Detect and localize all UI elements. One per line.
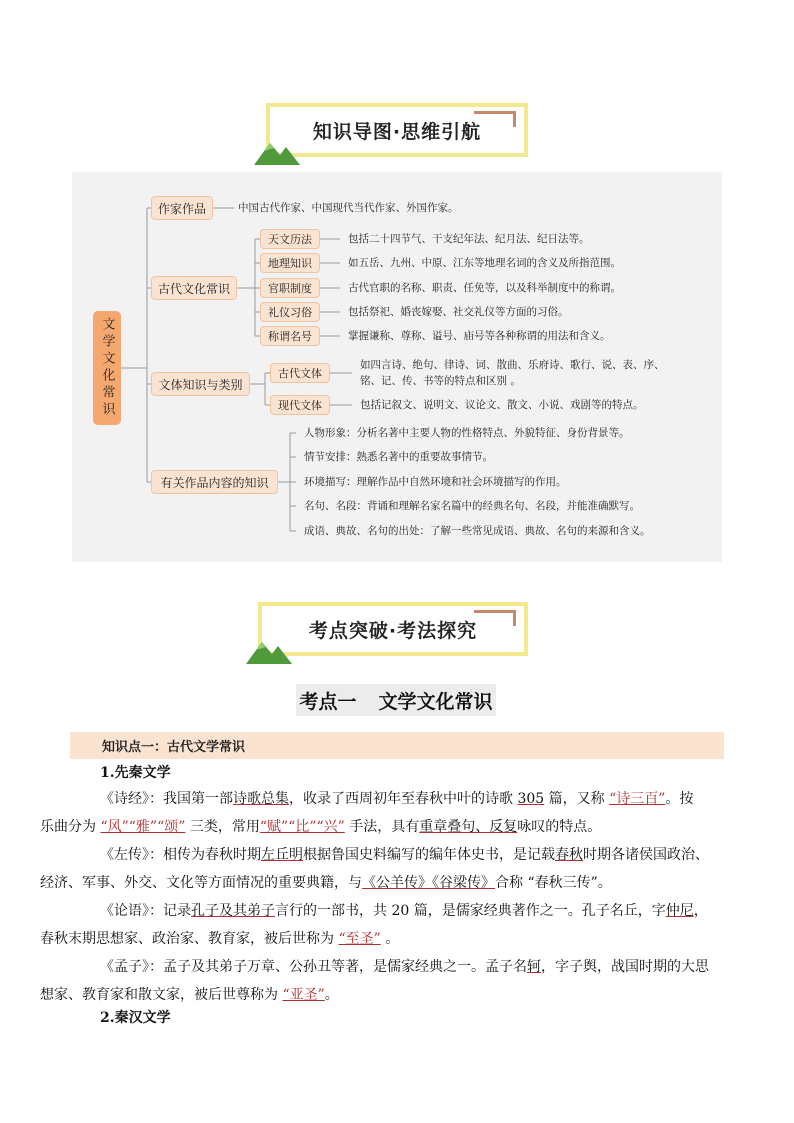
sub-titles (260, 326, 320, 346)
banner-title: 考点突破·考法探究 (308, 619, 478, 642)
branch-genres (151, 372, 250, 396)
banner-accent (513, 610, 516, 626)
leaf-text: 环境描写：理解作品中自然环境和社会环境描写的作用。 (304, 476, 567, 488)
branch-label: 有关作品内容的知识 (160, 475, 269, 490)
text: ， (693, 903, 708, 919)
subheading-pre-qin: 1.先秦文学 (100, 765, 171, 781)
text: 《诗经》：我国第一部 (100, 791, 233, 807)
underlined-term: “风”“雅”“颂” (100, 819, 186, 835)
branch-label: 古代文化常识 (157, 281, 230, 296)
text: 《左传》：相传为春秋时期 (100, 847, 261, 863)
branch-work-content (151, 470, 278, 494)
section-title (296, 684, 496, 716)
banner-exam-points (250, 602, 520, 664)
text: 乐曲分为 (40, 819, 101, 835)
leaf-text: 名句、名段：背诵和理解名家名篇中的经典名句、名段，并能准确默写。 (304, 500, 640, 512)
section-name: 文学文化常识 (378, 690, 493, 713)
underlined-term: 305 (517, 791, 545, 807)
text: 咏叹的特点。 (517, 819, 602, 835)
underlined-term: 诗歌总集 (233, 791, 289, 807)
leaf-text: 包括二十四节气、干支纪年法、纪月法、纪日法等。 (348, 233, 590, 245)
mountain-icon (252, 135, 302, 165)
text: 《论语》：记录 (100, 903, 191, 919)
text: ，收录了西周初年至春秋中叶的诗歌 (289, 791, 518, 807)
text: 三类，常用 (185, 819, 260, 835)
text: 想家、教育家和散文家，被后世尊称为 (40, 987, 283, 1003)
sub-label: 天文历法 (268, 233, 312, 246)
leaf-text: 古代官职的名称、职责、任免等，以及科举制度中的称谓。 (348, 282, 621, 294)
underlined-term: 《公羊传》《谷梁传》 (362, 875, 495, 891)
sub-astronomy (260, 229, 320, 249)
sub-label: 称谓名号 (268, 330, 312, 343)
text: 时期各诸侯国政治、 (583, 847, 709, 863)
banner-accent (474, 610, 514, 613)
mind-map (72, 172, 722, 562)
sub-modern-genre (270, 395, 330, 415)
banner-accent (474, 111, 514, 114)
text: 。按 (665, 791, 694, 807)
sub-customs (260, 302, 320, 322)
paragraph-shijing (40, 785, 724, 841)
text: 篇，又称 (544, 791, 610, 807)
mind-map-root (93, 311, 121, 425)
banner-accent (513, 111, 516, 127)
mountain-icon (244, 634, 294, 664)
leaf-text: 情节安排：熟悉名著中的重要故事情节。 (304, 451, 493, 463)
paragraph-zuozhuan (40, 841, 724, 897)
text: 。 (324, 987, 339, 1003)
text: 手法，具有 (344, 819, 420, 835)
branch-ancient-culture (151, 276, 237, 300)
sub-label: 现代文体 (278, 399, 322, 412)
sub-label: 地理知识 (268, 257, 312, 270)
sub-label: 古代文体 (278, 367, 322, 380)
leaf-text: 中国古代作家、中国现代当代作家、外国作家。 (238, 202, 459, 214)
text: 经济、军事、外交、文化等方面情况的重要典籍，与 (40, 875, 362, 891)
leaf-text: 如四言诗、绝句、律诗、词、散曲、乐府诗、歌行、说、表、序、 (360, 359, 665, 371)
leaf-text: 成语、典故、名句的出处：了解一些常见成语、典故、名句的来源和含义。 (304, 525, 651, 537)
branch-label: 作家作品 (157, 201, 206, 216)
text: 言行的一部书，共 20 篇，是儒家经典著作之一。孔子名丘，字 (275, 903, 666, 919)
subheading-qin-han: 2.秦汉文学 (100, 1010, 171, 1026)
branch-label: 文体知识与类别 (158, 377, 243, 392)
leaf-text: 包括记叙文、说明文、议论文、散文、小说、戏剧等的特点。 (360, 399, 644, 411)
underlined-term: “至圣” (338, 931, 381, 947)
underlined-term: 重章叠句、反复 (419, 819, 518, 835)
sub-label: 官职制度 (268, 282, 312, 295)
underlined-term: 仲尼 (665, 903, 694, 919)
text: ，字子舆，战国时期的大思 (541, 959, 709, 975)
underlined-term: “亚圣” (282, 987, 325, 1003)
branch-author-works (151, 196, 213, 220)
knowledge-point-label: 知识点一：古代文学常识 (102, 740, 246, 755)
leaf-text: 铭、记、传、书等的特点和区别 。 (360, 375, 521, 387)
section-number: 考点一 (299, 690, 357, 713)
text: 根据鲁国史料编写的编年体史书，是记载 (303, 847, 555, 863)
leaf-text: 掌握谦称、尊称、谥号、庙号等各种称谓的用法和含义。 (348, 330, 611, 342)
underlined-term: 左丘明 (261, 847, 303, 863)
sub-officials (260, 278, 320, 298)
text: 。 (380, 931, 400, 947)
knowledge-point-bar (70, 732, 724, 759)
leaf-text: 包括祭祀、婚丧嫁娶、社交礼仪等方面的习俗。 (348, 306, 569, 318)
paragraph-mengzi (40, 953, 724, 1009)
sub-label: 礼仪习俗 (268, 306, 312, 319)
underlined-term: “赋”“比”“兴” (259, 819, 345, 835)
text: 合称 “春秋三传”。 (495, 875, 612, 891)
underlined-term: 孔子及其弟子 (191, 903, 275, 919)
banner-title: 知识导图·思维引航 (312, 120, 482, 143)
underlined-term: 轲 (527, 959, 541, 975)
sub-geography (260, 253, 320, 273)
banner-mindmap (258, 103, 528, 165)
root-label: 文学文化常识 (99, 317, 115, 419)
paragraph-lunyu (40, 897, 724, 953)
underlined-term: “诗三百” (609, 791, 666, 807)
text: 《孟子》：孟子及其弟子万章、公孙丑等著，是儒家经典之一。孟子名 (100, 959, 527, 975)
leaf-text: 人物形象：分析名著中主要人物的性格特点、外貌特征、身份背景等。 (304, 427, 630, 439)
underlined-term: 春秋 (555, 847, 583, 863)
text: 春秋末期思想家、政治家、教育家，被后世称为 (40, 931, 339, 947)
sub-ancient-genre (270, 363, 330, 383)
leaf-text: 如五岳、九州、中原、江东等地理名词的含义及所指范围。 (348, 257, 621, 269)
